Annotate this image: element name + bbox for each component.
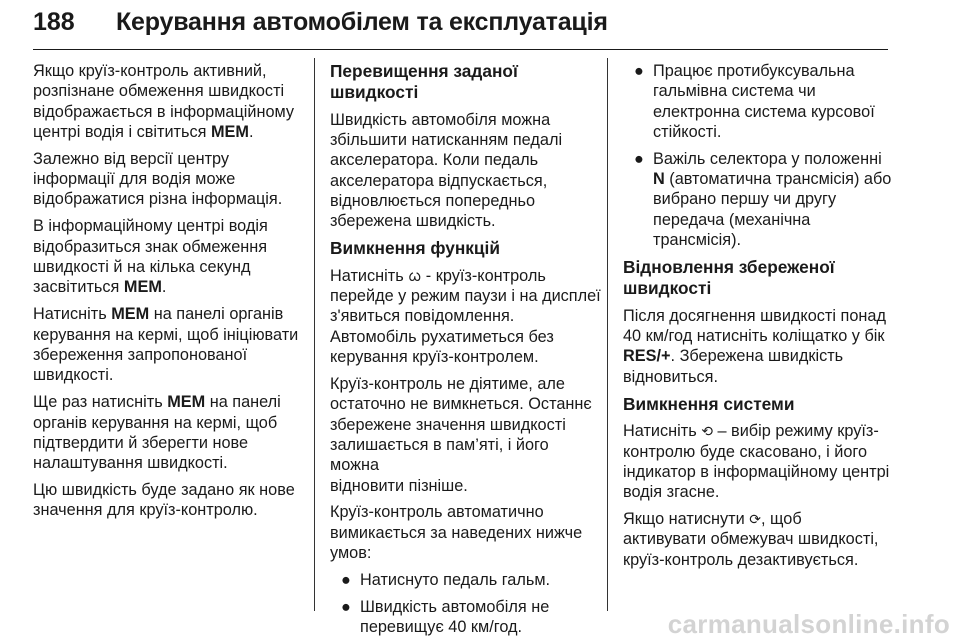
section-heading: Вимкнення системи	[623, 393, 795, 414]
page-number: 188	[33, 8, 75, 36]
bullet-list	[623, 61, 893, 250]
paragraph: Після досягнення швидкості понад 40 км/год натисніть коліщатко у бік RES/+. Збережена швидкість відновиться.	[623, 306, 886, 386]
paragraph: Цю швидкість буде задано як нове значення для круїз-контролю.	[33, 481, 295, 520]
column-2	[330, 61, 602, 644]
section-heading: Перевищення заданої швидкості	[330, 61, 518, 102]
paragraph: Залежно від версії центру інформації для водія може відображатися різна інформація.	[33, 149, 283, 209]
bullet-icon: ●	[634, 62, 644, 80]
paragraph: Круїз-контроль автоматично вимикається за наведених нижче умов:	[330, 503, 583, 563]
list-item: ● Натиснуто педаль гальм.	[341, 571, 551, 590]
paragraph: Натисніть MEM на панелі органів керування на кермі, щоб ініціювати збереження запропонованої швидкості.	[33, 305, 299, 385]
page-title: Керування автомобілем та експлуатація	[116, 8, 608, 36]
speed-limiter-icon: ⟳	[749, 511, 761, 528]
column-3	[623, 61, 893, 577]
cruise-off-icon: ⟲	[701, 423, 713, 440]
column-divider	[607, 58, 608, 611]
paragraph: Натисніть ⟲ – вибір режиму круїз- контролю буде скасовано, і його індикатор в інформаційному центрі водія згасне.	[623, 422, 890, 502]
column-divider	[314, 58, 315, 611]
paragraph: Ще раз натисніть MEM на панелі органів керування на кермі, щоб підтвердити й зберегти нове налаштування швидкості.	[33, 393, 281, 473]
bullet-icon: ●	[341, 598, 351, 617]
paragraph: Натисніть ᰃ - круїз-контроль перейде у режим паузи і на дисплеї з'явиться повідомлення. Автомобіль рухатиметься без керування круїз-контролем.	[330, 266, 601, 367]
bullet-list	[330, 570, 602, 638]
list-item: ● Важіль селектора у положенні N (автоматична трансмісія) або вибрано першу чи другу передача (механічна трансмісія).	[634, 149, 892, 250]
list-item: ● Працює протибуксувальна гальмівна система чи електронна система курсової стійкості.	[634, 62, 875, 141]
list-item: ● Швидкість автомобіля не перевищує 40 км/год.	[341, 598, 550, 637]
paragraph: Якщо круїз-контроль активний, розпізнане обмеження швидкості відображається в інформаційному центрі водія і світиться MEM.	[33, 62, 295, 141]
bullet-icon: ●	[341, 571, 351, 590]
column-1	[33, 61, 308, 527]
paragraph: Швидкість автомобіля можна збільшити натисканням педалі акселератора. Коли педаль акселератора відпускається, відновлюється попередньо збережена швидкість.	[330, 110, 563, 231]
cruise-pause-icon: ᰃ	[408, 267, 422, 284]
bullet-icon: ●	[634, 149, 644, 168]
paragraph: Якщо натиснути ⟳, щоб активувати обмежувач швидкості, круїз-контроль дезактивується.	[623, 510, 879, 569]
paragraph: В інформаційному центрі водія відобразиться знак обмеження швидкості й на кілька секунд засвітиться MEM.	[33, 217, 268, 297]
section-heading: Відновлення збереженої швидкості	[623, 257, 835, 299]
paragraph: Круїз-контроль не діятиме, але остаточно не вимкнеться. Останнє збережене значення швидкості залишається в пам’яті, і його можна відновити пізніше.	[330, 375, 592, 495]
page-header	[33, 0, 888, 50]
section-heading: Вимкнення функцій	[330, 238, 500, 259]
watermark: carmanualsonline.info	[667, 609, 950, 639]
